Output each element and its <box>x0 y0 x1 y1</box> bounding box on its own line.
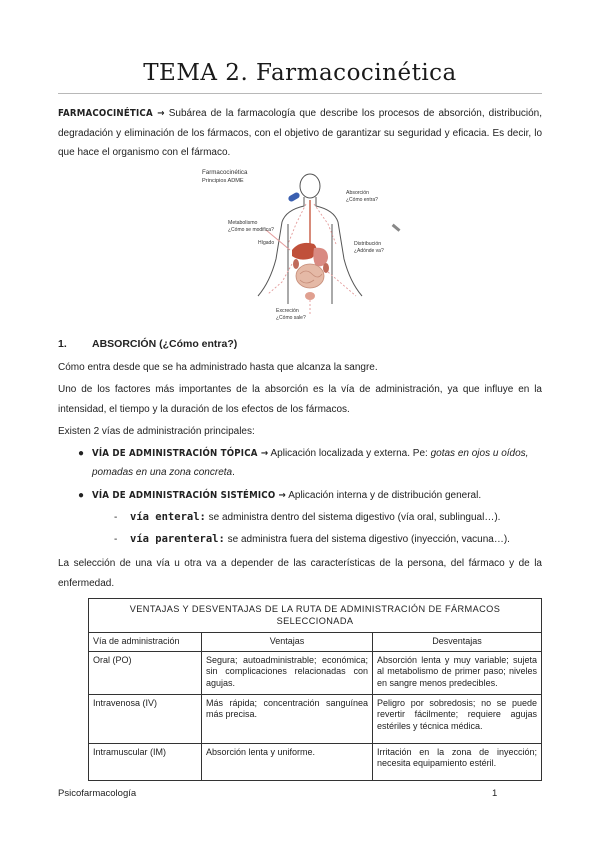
label-absorcion: Absorción <box>346 190 370 196</box>
bullet-icon: ● <box>78 448 85 459</box>
section-number: 1. <box>58 338 67 350</box>
label-metabolismo-q: ¿Cómo se modifica? <box>228 227 274 233</box>
sub-keyword: vía enteral: <box>130 511 206 523</box>
bullet-keyword: VÍA DE ADMINISTRACIÓN SISTÉMICO → <box>92 490 286 501</box>
bladder-icon <box>305 292 315 300</box>
figure-title-1: Farmacocinética <box>202 169 248 176</box>
table-cell: Absorción lenta y uniforme. <box>202 743 373 780</box>
intro-keyword: FARMACOCINÉTICA → <box>58 108 165 119</box>
bullet-icon: ● <box>78 490 85 501</box>
table-cell: Segura; autoadministrable; económica; sin complicaciones relacionadas con agujas. <box>202 651 373 694</box>
document-page: TEMA 2. Farmacocinética FARMACOCINÉTICA → Subárea de la farmacología que describe los procesos de absorción, distribución, degradación y eliminación de los fármacos, con el objetivo de garantizar su seguridad y eficacia. Es decir, lo que hace el organismo con el fármaco. Farmacocinética Principios ADME Absorción ¿Cómo entra? Metabolismo ¿Cómo se modifica? Hígado Distribución ¿Adónde va? Excreción ¿Cómo sale? 1. ABSORCIÓN (¿Cómo entra?) Cómo entra desde que se ha administrado hasta que alcanza la sangre. Uno de los factores más importantes de la absorción es la vía de administración, ya que influye en la intensidad, el tiempo y la duración de los efectos de los fármacos. Existen 2 vías de administración principales: ● VÍA DE ADMINISTRACIÓN TÓPICA → Aplicación localizada y externa. Pe: gotas en ojos u oídos, pomadas en una zona concreta. ● VÍA DE ADMINISTRACIÓN SISTÉMICO → Aplicación interna y de distribución general. - vía enteral: se administra dentro del sistema digestivo (vía oral, sublingual…). - vía parenteral: se administra fuera del sistema digestivo (inyección, vacuna…). La selección de una vía u otra va a depender de las características de la persona, del fármaco y de la enfermedad. VENTAJAS Y DESVENTAJAS DE LA RUTA DE ADMINISTRACIÓN DE FÁRMACOS SELECCIONADA Vía de administración Ventajas Desventajas Oral (PO) Segura; autoadministrable; económica; sin complicaciones relacionadas con agujas. Absorción lenta y muy variable; sujeta al metabolismo de primer paso; niveles en sangre menos predecibles. Intravenosa (IV) Más rápida; concentración sanguínea más precisa. Peligro por sobredosis; no se puede revertir fácilmente; requiere agujas estériles y técnica médica. Intramuscular (IM) Absorción lenta y uniforme. Irritación en la zona de inyección; necesita equipamiento estéril. Psicofarmacología 1 <box>0 0 600 848</box>
label-distribucion: Distribución <box>354 241 382 247</box>
sub-keyword: vía parenteral: <box>130 533 225 545</box>
label-metabolismo: Metabolismo <box>228 220 258 226</box>
paragraph: Uno de los factores más importantes de la absorción es la vía de administración, ya que influye en la intensidad, el tiempo y la duración de los efectos de los fármacos. <box>58 384 542 415</box>
syringe-icon <box>392 224 401 232</box>
table-cell: Intramuscular (IM) <box>89 743 202 780</box>
kidney-icon <box>323 263 329 273</box>
section-heading <box>58 338 237 350</box>
title-underline <box>58 93 542 94</box>
administration-routes-table <box>88 598 542 781</box>
section-title: ABSORCIÓN (¿Cómo entra?) <box>92 338 238 350</box>
table-row <box>89 694 542 743</box>
page-title: TEMA 2. Farmacocinética <box>143 60 457 86</box>
bullet-keyword: VÍA DE ADMINISTRACIÓN TÓPICA → <box>92 448 269 459</box>
table-header: Ventajas <box>202 633 373 652</box>
paragraph: Cómo entra desde que se ha administrado hasta que alcanza la sangre. <box>58 362 378 373</box>
intro-text: Subárea de la farmacología que describe los procesos de absorción, distribución, degradación y eliminación de los fármacos, con el objetivo de garantizar su seguridad y eficacia. Es decir, lo que hace el organismo con el fármaco. <box>58 108 543 158</box>
intro-paragraph <box>58 104 542 163</box>
label-excrecion: Excreción <box>276 308 299 314</box>
capsule-icon <box>287 191 300 202</box>
table-cell: Más rápida; concentración sanguínea más precisa. <box>202 694 373 743</box>
figure-title-2: Principios ADME <box>202 178 244 184</box>
paragraph: Existen 2 vías de administración principales: <box>58 426 255 437</box>
table-cell: Absorción lenta y muy variable; sujeta al metabolismo de primer paso; niveles en sangre menos predecibles. <box>373 651 542 694</box>
table-caption: VENTAJAS Y DESVENTAJAS DE LA RUTA DE ADMINISTRACIÓN DE FÁRMACOS SELECCIONADA <box>89 599 542 633</box>
label-distribucion-q: ¿Adónde va? <box>354 248 384 254</box>
table-row <box>89 651 542 694</box>
label-excrecion-q: ¿Cómo sale? <box>276 315 306 321</box>
liver-icon <box>292 243 317 260</box>
label-higado: Hígado <box>258 240 275 246</box>
table-row <box>89 743 542 780</box>
paragraph: La selección de una vía u otra va a depender de las características de la persona, del fármaco y de la enfermedad. <box>58 558 542 589</box>
table-header: Vía de administración <box>89 633 202 652</box>
table-cell: Intravenosa (IV) <box>89 694 202 743</box>
table-cell: Irritación en la zona de inyección; necesita equipamiento estéril. <box>373 743 542 780</box>
table-cell: Oral (PO) <box>89 651 202 694</box>
table-header: Desventajas <box>373 633 542 652</box>
kidney-icon <box>293 259 299 269</box>
label-absorcion-q: ¿Cómo entra? <box>346 197 378 203</box>
footer-subject: Psicofarmacología <box>58 788 137 799</box>
adme-diagram <box>196 164 404 326</box>
page-number: 1 <box>492 788 498 799</box>
table-cell: Peligro por sobredosis; no se puede revertir fácilmente; requiere agujas estériles y técnica médica. <box>373 694 542 743</box>
